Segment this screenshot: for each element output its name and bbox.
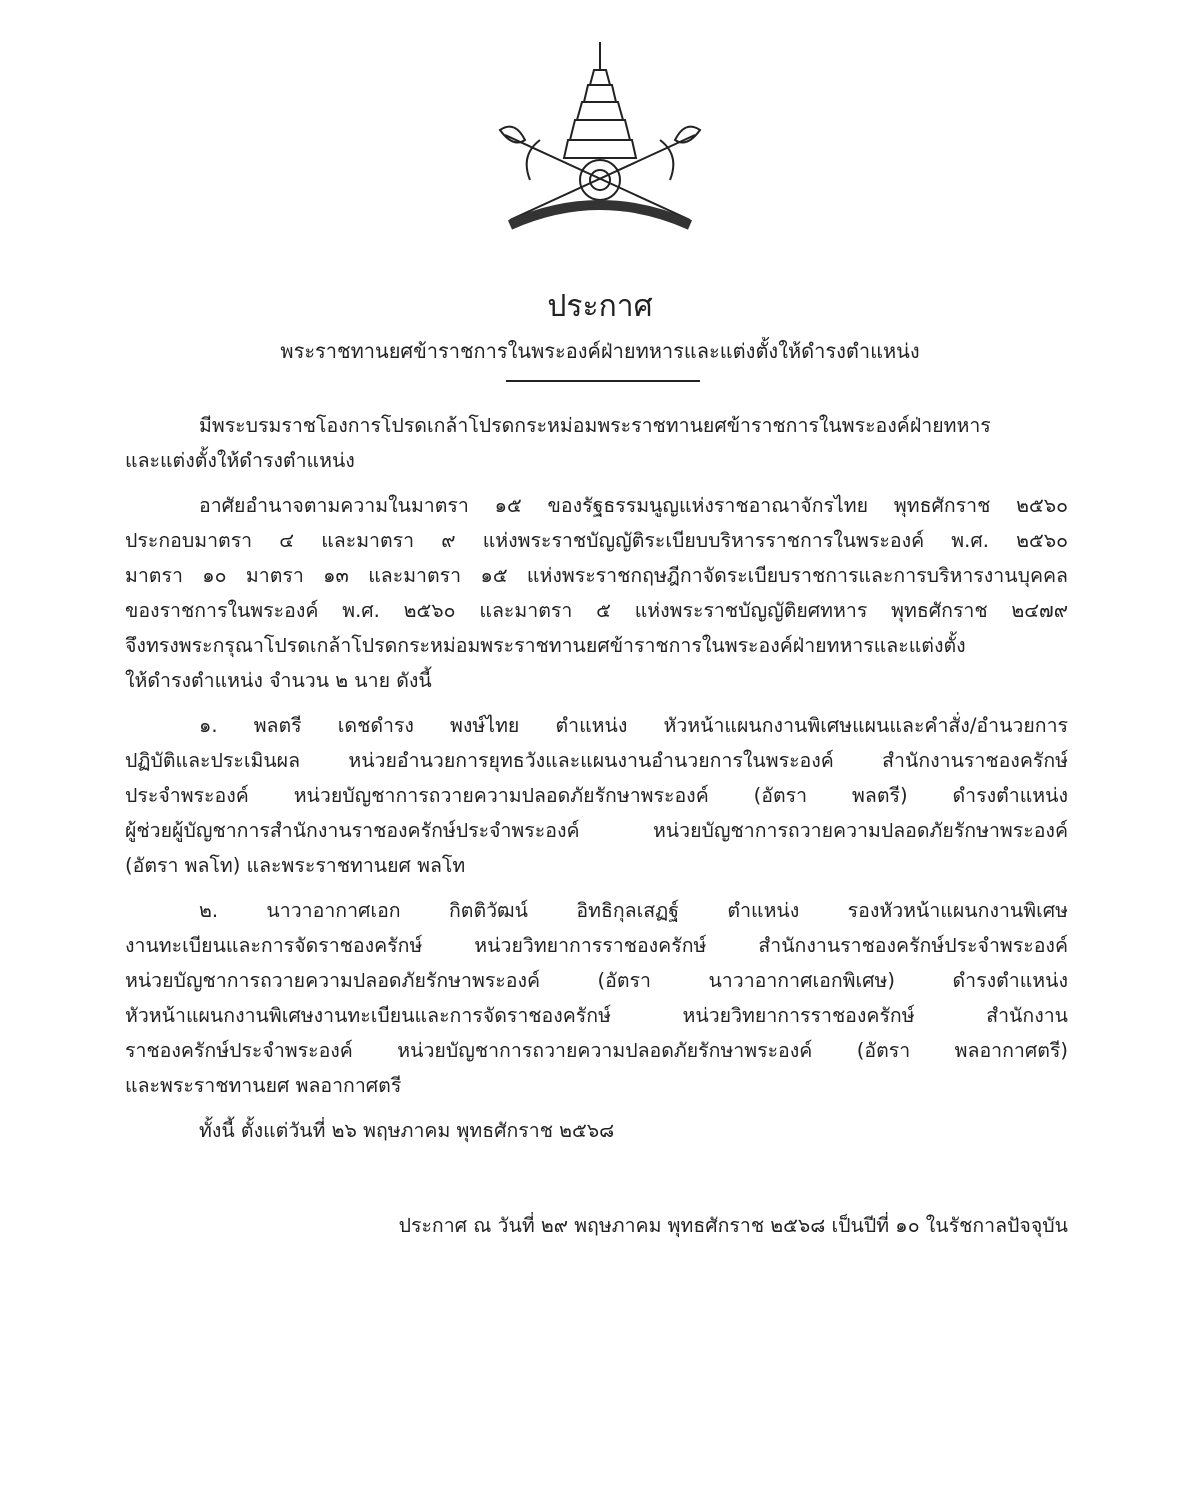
document-body [125,408,1068,1148]
text-line: ของราชการในพระองค์ พ.ศ. ๒๕๖๐ และมาตรา ๕ แห่งพระราชบัญญัติยศทหาร พุทธศักราช ๒๔๗๙ [125,599,1068,622]
paragraph-authority [125,488,1068,698]
text-line: อาศัยอำนาจตามความในมาตรา ๑๕ ของรัฐธรรมนูญแห่งราชอาณาจักรไทย พุทธศักราช ๒๕๖๐ [199,494,1068,517]
paragraph-effective-date [125,1113,1068,1148]
document-subtitle: พระราชทานยศข้าราชการในพระองค์ฝ่ายทหารและแต่งตั้งให้ดำรงตำแหน่ง [280,339,920,363]
paragraph-intro [125,408,1068,478]
text-line: (อัตรา พลโท) และพระราชทานยศ พลโท [125,854,466,877]
text-line: มีพระบรมราชโองการโปรดเกล้าโปรดกระหม่อมพระราชทานยศข้าราชการในพระองค์ฝ่ายทหาร [199,414,991,437]
text-line: ปฏิบัติและประเมินผล หน่วยอำนวยการยุทธวังและแผนงานอำนวยการในพระองค์ สำนักงานราชองครักษ์ [125,749,1068,772]
paragraph-item-1 [125,708,1068,883]
royal-emblem-icon [490,40,710,240]
text-line: และพระราชทานยศ พลอากาศตรี [125,1074,402,1097]
text-line: มาตรา ๑๐ มาตรา ๑๓ และมาตรา ๑๕ แห่งพระราชกฤษฎีกาจัดระเบียบราชการและการบริหารงานบุคคล [125,564,1068,587]
document-content [125,408,1068,1243]
text-line: หัวหน้าแผนกงานพิเศษงานทะเบียนและการจัดราชองครักษ์ หน่วยวิทยาการราชองครักษ์ สำนักงาน [125,1004,1068,1027]
text-line: งานทะเบียนและการจัดราชองครักษ์ หน่วยวิทยาการราชองครักษ์ สำนักงานราชองครักษ์ประจำพระองค์ [125,934,1068,957]
text-line: หน่วยบัญชาการถวายความปลอดภัยรักษาพระองค์ (อัตรา นาวาอากาศเอกพิเศษ) ดำรงตำแหน่ง [125,969,1068,992]
text-line: ทั้งนี้ ตั้งแต่วันที่ ๒๖ พฤษภาคม พุทธศักราช ๒๕๖๘ [199,1119,615,1142]
document-title: ประกาศ [547,289,653,324]
text-line: ประกอบมาตรา ๔ และมาตรา ๙ แห่งพระราชบัญญัติระเบียบบริหารราชการในพระองค์ พ.ศ. ๒๕๖๐ [125,529,1068,552]
paragraph-item-2 [125,893,1068,1103]
text-line: จึงทรงพระกรุณาโปรดเกล้าโปรดกระหม่อมพระราชทานยศข้าราชการในพระองค์ฝ่ายทหารและแต่งตั้ง [125,634,966,657]
text-line: ให้ดำรงตำแหน่ง จำนวน ๒ นาย ดังนี้ [125,669,432,692]
announcement-date-line: ประกาศ ณ วันที่ ๒๙ พฤษภาคม พุทธศักราช ๒๕๖๘ เป็นปีที่ ๑๐ ในรัชกาลปัจจุบัน [398,1214,1068,1237]
text-line: และแต่งตั้งให้ดำรงตำแหน่ง [125,449,355,472]
text-line: ๑. พลตรี เดชดำรง พงษ์ไทย ตำแหน่ง หัวหน้าแผนกงานพิเศษแผนและคำสั่ง/อำนวยการ [199,714,1068,737]
text-line: ๒. นาวาอากาศเอก กิตติวัฒน์ อิทธิกุลเสฏฐ์ ตำแหน่ง รองหัวหน้าแผนกงานพิเศษ [199,899,1068,922]
text-line: ราชองครักษ์ประจำพระองค์ หน่วยบัญชาการถวายความปลอดภัยรักษาพระองค์ (อัตรา พลอากาศตรี) [125,1039,1068,1062]
text-line: ประจำพระองค์ หน่วยบัญชาการถวายความปลอดภัยรักษาพระองค์ (อัตรา พลตรี) ดำรงตำแหน่ง [125,784,1068,807]
text-line: ผู้ช่วยผู้บัญชาการสำนักงานราชองครักษ์ประจำพระองค์ หน่วยบัญชาการถวายความปลอดภัยรักษาพระองค์ [125,819,1068,842]
title-divider [506,380,700,382]
